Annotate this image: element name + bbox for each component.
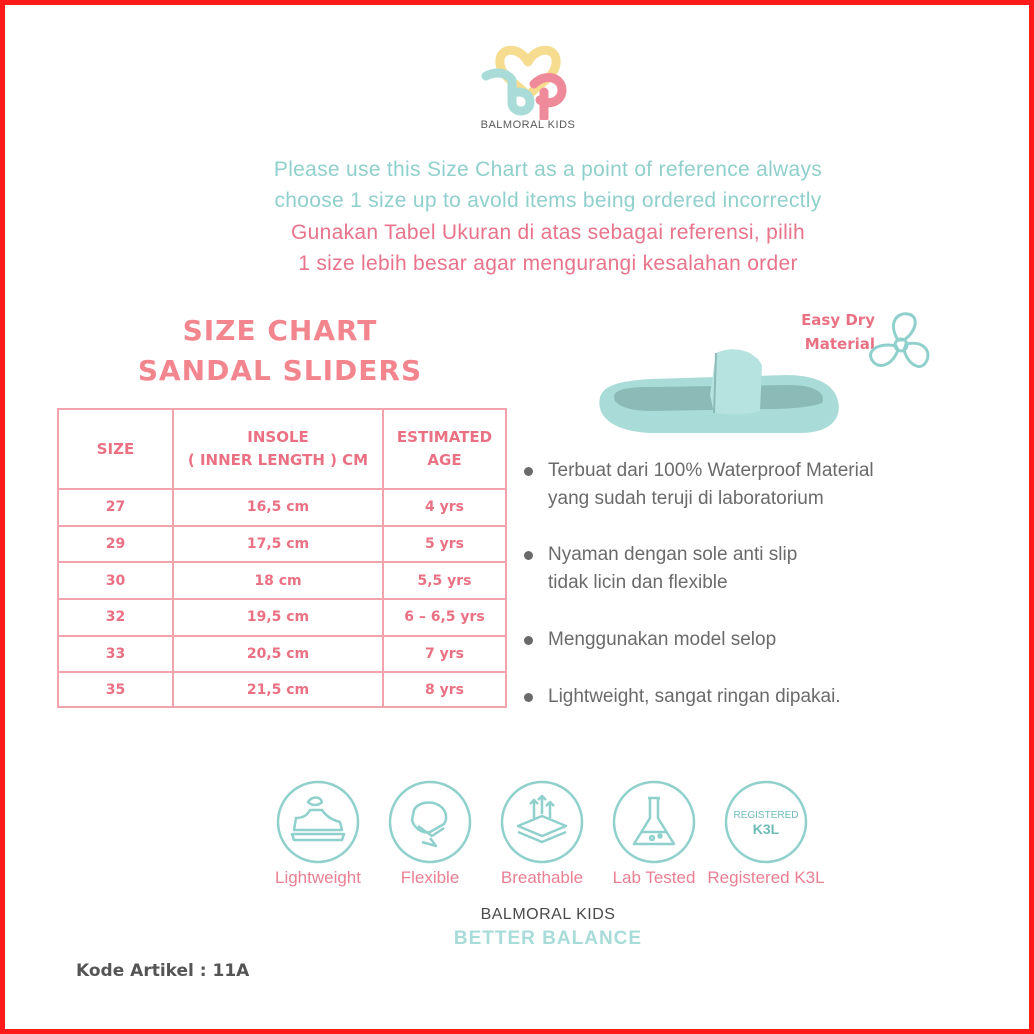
insole-cell: 20,5 cm (174, 637, 384, 674)
k3l-badge-top-text: REGISTERED (733, 810, 799, 821)
bullet-dot (524, 693, 533, 702)
flexible-shoe-icon (388, 780, 472, 864)
badge-label-breathable: Breathable (500, 868, 584, 887)
age-cell: 8 yrs (425, 681, 464, 698)
size-column-header: SIZE (59, 410, 174, 490)
table-header-row (59, 410, 505, 490)
badge-label-lab-tested: Lab Tested (612, 868, 696, 887)
age-column-header: ESTIMATED AGE (384, 410, 505, 490)
table-row (59, 637, 505, 674)
size-cell: 30 (59, 563, 174, 600)
flask-icon (612, 780, 696, 864)
insole-cell: 16,5 cm (174, 490, 384, 527)
feature-item (524, 626, 944, 654)
footer-tagline: BETTER BALANCE (453, 928, 643, 949)
size-chart-table (57, 408, 507, 708)
table-row (59, 490, 505, 527)
feature-text-line1: Terbuat dari 100% Waterproof Material (548, 460, 874, 481)
notice-indonesian-line1: Gunakan Tabel Ukuran di atas sebagai referensi, pilih (291, 221, 805, 244)
bullet-dot (524, 636, 533, 645)
bullet-dot (524, 467, 533, 476)
age-cell: 5,5 yrs (384, 563, 505, 600)
table-row (59, 527, 505, 564)
feature-text-line2: tidak licin dan flexible (548, 572, 728, 593)
feature-text-line2: yang sudah teruji di laboratorium (548, 488, 824, 509)
insole-column-header: INSOLE ( INNER LENGTH ) CM (174, 410, 384, 490)
size-cell: 32 (59, 600, 174, 637)
k3l-badge-icon (724, 780, 808, 864)
bullet-dot (524, 551, 533, 560)
insole-cell: 21,5 cm (174, 673, 384, 706)
feature-item (524, 457, 944, 513)
size-chart-title: SIZE CHART (182, 314, 378, 347)
badge-label-registered-k3l: Registered K3L (707, 868, 825, 887)
feature-item (524, 683, 944, 711)
size-cell: 33 (59, 637, 174, 674)
size-chart-subtitle: SANDAL SLIDERS (137, 354, 423, 387)
insole-cell: 17,5 cm (174, 527, 384, 564)
insole-cell: 18 cm (174, 563, 384, 600)
size-cell: 35 (59, 673, 174, 706)
age-cell: 5 yrs (384, 527, 505, 564)
lightweight-shoe-icon (276, 780, 360, 864)
heart-b-logo-icon (478, 40, 578, 120)
feature-text-line1: Lightweight, sangat ringan dipakai. (548, 686, 841, 707)
feature-text-line1: Nyaman dengan sole anti slip (548, 544, 798, 565)
table-row (59, 563, 505, 600)
fan-icon (862, 306, 940, 384)
table-row (59, 673, 505, 706)
size-cell: 29 (59, 527, 174, 564)
notice-indonesian-line2: 1 size lebih besar agar mengurangi kesalahan order (298, 252, 798, 275)
age-cell: 6 – 6,5 yrs (384, 600, 505, 637)
logo-brand-name: BALMORAL KIDS (480, 119, 576, 131)
notice-english-line1: Please use this Size Chart as a point of reference always (273, 158, 823, 181)
breathable-icon (500, 780, 584, 864)
article-code: Kode Artikel : 11A (76, 961, 250, 981)
table-row (59, 600, 505, 637)
insole-cell: 19,5 cm (174, 600, 384, 637)
feature-text-line1: Menggunakan model selop (548, 629, 777, 650)
sandal-slider-image (590, 345, 850, 445)
notice-english-line2: choose 1 size up to avold items being ordered incorrectly (274, 189, 822, 212)
age-cell: 7 yrs (384, 637, 505, 674)
k3l-badge-bottom-text: K3L (752, 821, 780, 837)
easy-dry-line1: Easy Dry (801, 311, 875, 329)
footer-brand-name: BALMORAL KIDS (480, 906, 616, 923)
age-cell: 4 yrs (384, 490, 505, 527)
size-cell: 27 (59, 490, 174, 527)
badge-label-lightweight: Lightweight (274, 868, 361, 887)
badge-label-flexible: Flexible (400, 868, 460, 887)
easy-dry-line2: Material (804, 335, 875, 353)
feature-item (524, 541, 944, 597)
